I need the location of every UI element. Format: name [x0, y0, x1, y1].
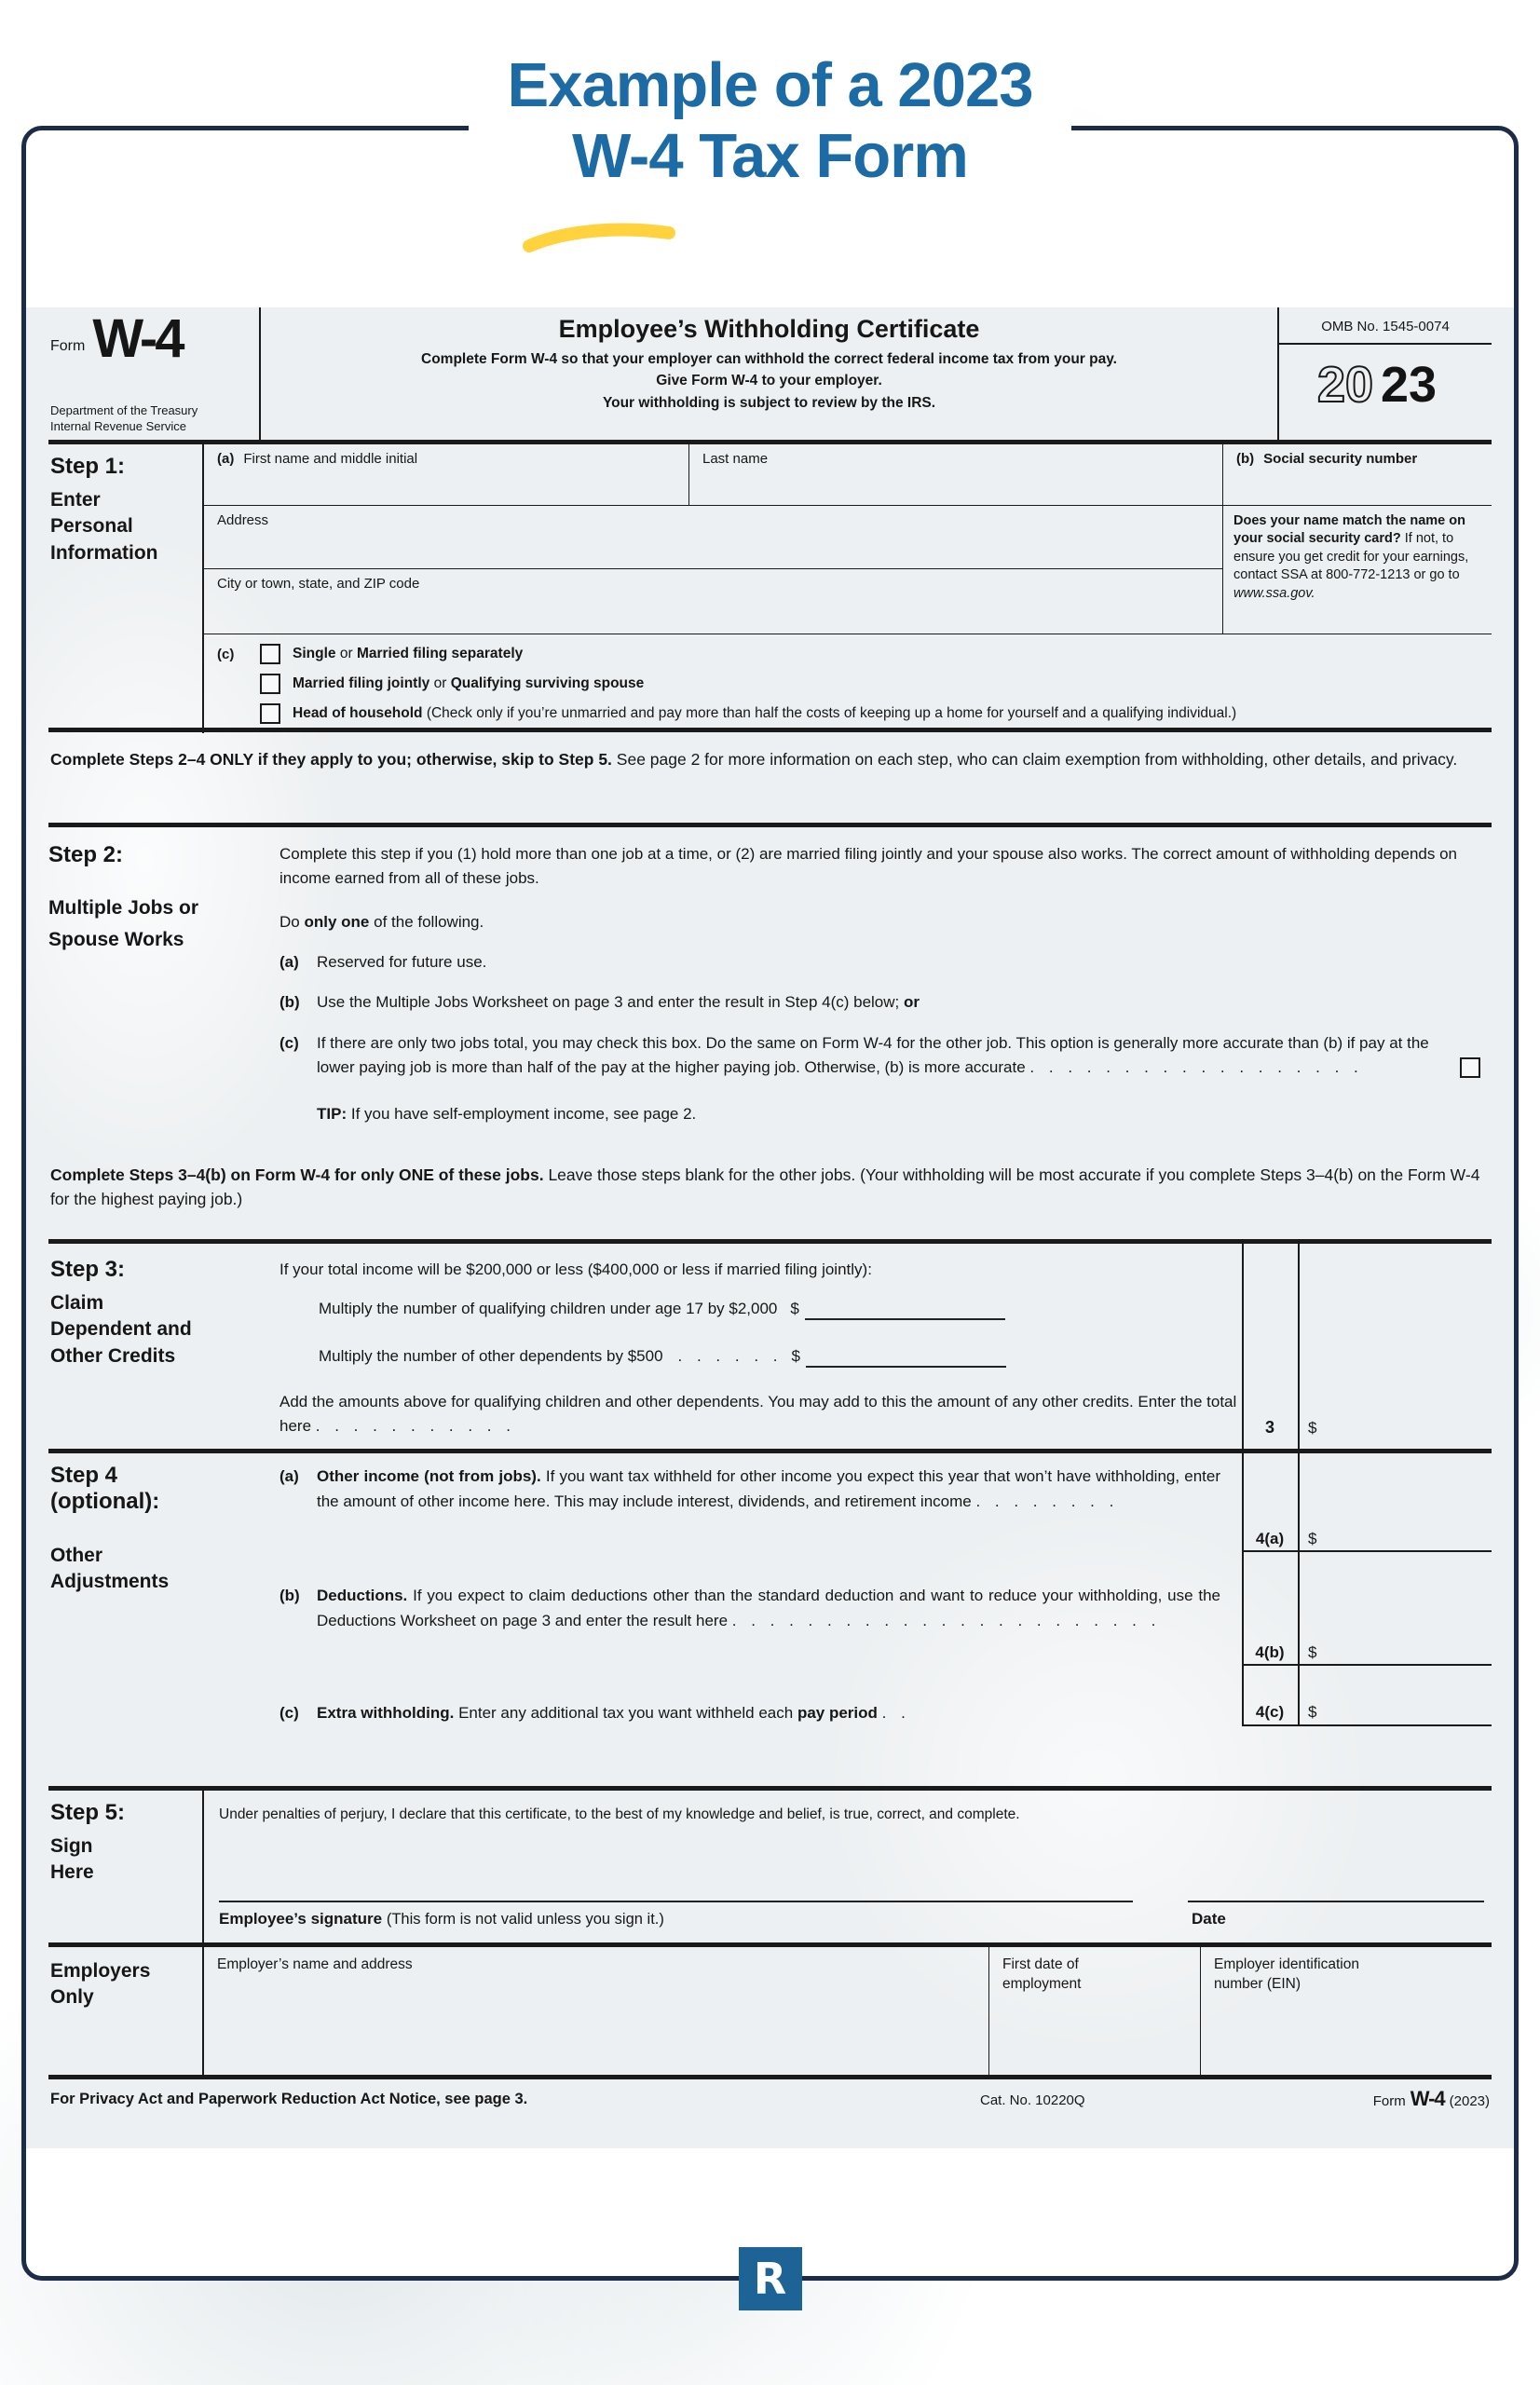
- step4-item-b: [279, 1584, 1220, 1634]
- step3-title: Step 3:: [50, 1257, 126, 1282]
- step2-intro: Complete this step if you (1) hold more than one job at a time, or (2) are married filing jointly and your spouse also works. The correct amount of withholding depends on income earned from all of these jobs.: [279, 845, 1458, 888]
- ssa-note-text: If not, to ensure you get credit for your earnings, contact SSA at 800-772-1213 or go to: [1233, 531, 1469, 583]
- form-title: Employee’s Withholding Certificate: [558, 315, 980, 343]
- step3-total-text: Add the amounts above for qualifying children and other dependents. You may add to this the amount of any other credits. Enter the total here: [279, 1393, 1237, 1436]
- step3-children-amount-blank[interactable]: [805, 1298, 1005, 1320]
- ssa-note-link: www.ssa.gov.: [1233, 585, 1315, 601]
- ssa-note-bold: Does your name match the name on your social security card?: [1233, 513, 1465, 547]
- step2-b-text: Use the Multiple Jobs Worksheet on page 3 and enter the result in Step 4(c) below;: [317, 993, 900, 1012]
- form-word: Form: [50, 338, 86, 354]
- form-header: [48, 307, 1492, 444]
- employers-only-label: Employers Only: [50, 1960, 151, 2009]
- date-label: Date: [1192, 1910, 1226, 1928]
- last-name-label: Last name: [702, 451, 769, 467]
- privacy-notice: For Privacy Act and Paperwork Reduction Act Notice, see page 3.: [50, 2091, 528, 2107]
- ssn-label: Social security number: [1263, 451, 1418, 467]
- step3-dependents-dots: . . . . . .: [677, 1347, 779, 1365]
- steps-2-4-note-bold: Complete Steps 2–4 ONLY if they apply to you; otherwise, skip to Step 5.: [50, 750, 612, 769]
- amount-column-line: [1298, 1453, 1300, 1724]
- step5-title: Step 5:: [50, 1800, 126, 1825]
- step4-c-dots: . .: [881, 1704, 906, 1722]
- employers-section: [48, 1947, 1492, 2079]
- step5-section: [48, 1791, 1492, 1947]
- dept-line2: Internal Revenue Service: [50, 418, 186, 433]
- field-b-tag: (b): [1236, 451, 1255, 467]
- step3-intro: If your total income will be $200,000 or less ($400,000 or less if married filing jointly):: [279, 1261, 872, 1278]
- step3-subtitle: Claim Dependent and Other Credits: [50, 1292, 192, 1367]
- field-c-tag: (c): [217, 647, 235, 662]
- amount-row-line: [1242, 1550, 1492, 1552]
- year-solid: 23: [1381, 358, 1438, 410]
- step2-item-a: [279, 950, 1488, 974]
- amount-column-line: [1242, 1453, 1244, 1724]
- opt2-bold1: Married filing jointly: [293, 675, 430, 691]
- date-input[interactable]: [1188, 1901, 1484, 1902]
- step4-title2: (optional):: [50, 1489, 160, 1514]
- year-outline: 20: [1317, 358, 1374, 410]
- married-jointly-checkbox[interactable]: [260, 674, 280, 694]
- last-name-input[interactable]: [688, 444, 1222, 505]
- step5-subtitle: Sign Here: [50, 1835, 94, 1884]
- step3-row-number: 3: [1264, 1418, 1274, 1437]
- filing-status-hoh-row: [260, 703, 1236, 724]
- first-name-label: First name and middle initial: [243, 451, 418, 467]
- head-of-household-checkbox[interactable]: [260, 703, 280, 724]
- ramsey-logo: [739, 2247, 802, 2310]
- form-footer: [48, 2079, 1492, 2130]
- steps-3-4b-note-bold: Complete Steps 3–4(b) on Form W-4 for only ONE of these jobs.: [50, 1165, 544, 1184]
- ein-label: Employer identification number (EIN): [1214, 1956, 1359, 1992]
- form-subtitle2: Give Form W-4 to your employer.: [656, 373, 882, 389]
- step2-c-text: If there are only two jobs total, you may check this box. Do the same on Form W-4 for the other job. This option is generally more accurate than (b) if pay at the lower paying job is more than half of the pay at the higher paying job. Otherwise, (b) is more accurate: [317, 1033, 1429, 1077]
- single-checkbox[interactable]: [260, 644, 280, 664]
- step3-section: [48, 1244, 1492, 1453]
- amount-row-line: [1242, 1724, 1492, 1726]
- filing-status-married-row: [260, 674, 1236, 694]
- step3-dependents-currency: $: [791, 1347, 800, 1365]
- opt2-bold2: Qualifying surviving spouse: [450, 675, 645, 691]
- step2-item-c: [279, 1031, 1488, 1081]
- signature-input[interactable]: [219, 1901, 1133, 1902]
- step4-item-a: [279, 1465, 1220, 1515]
- step4-b-text: If you expect to claim deductions other than the standard deduction and want to reduce your withholding, use the Deductions Worksheet on page 3 and enter the result here: [317, 1587, 1220, 1629]
- amount-row-line: [1242, 1664, 1492, 1666]
- tip-bold: TIP:: [317, 1105, 348, 1124]
- step4-title: Step 4: [50, 1463, 118, 1488]
- step2-c-tag: (c): [279, 1033, 299, 1052]
- step2-section: [48, 827, 1492, 1155]
- omb-number: OMB No. 1545-0074: [1279, 307, 1492, 345]
- employer-name-address-label: Employer’s name and address: [217, 1956, 413, 1972]
- footer-form-word: Form: [1372, 2093, 1406, 2109]
- step4-a-bold: Other income (not from jobs).: [317, 1467, 541, 1485]
- opt1-bold1: Single: [293, 646, 336, 661]
- step2-do-post: of the following.: [374, 912, 484, 931]
- w4-form: [26, 307, 1514, 2148]
- step3-amount-cell[interactable]: $: [1308, 1419, 1317, 1437]
- city-input[interactable]: [204, 569, 1222, 634]
- form-card: [21, 126, 1519, 2304]
- step1-subtitle: Enter Personal Information: [50, 489, 158, 564]
- amount-column-line: [1298, 1244, 1300, 1449]
- form-subtitle3: Your withholding is subject to review by the IRS.: [602, 394, 936, 411]
- step2-b-tag: (b): [279, 993, 300, 1012]
- step4-b-dots: . . . . . . . . . . . . . . . . . . . . . . .: [731, 1611, 1157, 1629]
- ssn-input[interactable]: [1222, 444, 1492, 505]
- field-a-tag: (a): [217, 451, 235, 467]
- opt2-or: or: [433, 675, 447, 691]
- first-date-employment-label: First date of employment: [1002, 1956, 1082, 1992]
- step1-title: Step 1:: [50, 454, 126, 479]
- yellow-swoosh-icon: [520, 222, 678, 253]
- step4-section: [48, 1453, 1492, 1791]
- step4-c-bold: Extra withholding.: [317, 1704, 455, 1722]
- step1-section: [48, 444, 1492, 732]
- step4-b-bold: Deductions.: [317, 1587, 408, 1604]
- step2-a-text: Reserved for future use.: [317, 953, 487, 972]
- step2-subtitle: Multiple Jobs or Spouse Works: [48, 897, 199, 950]
- step2-b-bold: or: [904, 993, 920, 1012]
- opt1-or: or: [339, 646, 353, 661]
- filing-status-single-row: [260, 644, 1236, 664]
- step4-a-number: 4(a): [1255, 1530, 1285, 1547]
- employer-name-address-input[interactable]: [204, 1947, 988, 2075]
- step2-item-b: [279, 990, 1488, 1015]
- step4-c-bold2: pay period: [797, 1704, 878, 1722]
- step4-b-amount-cell[interactable]: $: [1308, 1643, 1317, 1661]
- opt3-rest: (Check only if you’re unmarried and pay more than half the costs of keeping up a home for yourself and a qualifying individual.): [426, 705, 1237, 721]
- step4-c-number: 4(c): [1255, 1703, 1285, 1721]
- step3-children-text: Multiply the number of qualifying children under age 17 by $2,000: [319, 1300, 778, 1317]
- dept-line1: Department of the Treasury: [50, 402, 198, 417]
- step4-subtitle: Other Adjustments: [50, 1545, 170, 1593]
- step4-c-amount-cell[interactable]: $: [1308, 1703, 1317, 1721]
- filing-status-group: [204, 634, 1492, 733]
- footer-form-number: W-4: [1410, 2087, 1445, 2110]
- step4-item-c: [279, 1701, 1220, 1726]
- step3-dependents-text: Multiply the number of other dependents by $500: [319, 1347, 663, 1365]
- step2-a-tag: (a): [279, 953, 299, 972]
- address-input[interactable]: [204, 506, 1222, 569]
- signature-label-note: (This form is not valid unless you sign it.): [386, 1911, 664, 1928]
- step2-do-pre: Do: [279, 912, 300, 931]
- ramsey-logo-letter: R: [753, 2254, 787, 2304]
- ssa-note: [1222, 506, 1492, 634]
- steps-3-4b-note-text: Leave those steps blank for the other jobs. (Your withholding will be most accurate if you complete Steps 3–4(b) on the Form W-4 for the highest paying job.): [50, 1165, 1480, 1209]
- step4-b-number: 4(b): [1255, 1643, 1285, 1661]
- steps-2-4-note-text: See page 2 for more information on each step, who can claim exemption from withholding, other details, and privacy.: [616, 750, 1458, 769]
- form-subtitle1: Complete Form W-4 so that your employer can withhold the correct federal income tax from your pay.: [421, 351, 1117, 367]
- two-jobs-checkbox[interactable]: [1460, 1057, 1480, 1078]
- opt1-bold2: Married filing separately: [356, 646, 524, 661]
- step4-a-text: If you want tax withheld for other income you expect this year that won’t have withholding, enter the amount of other income here. This may include interest, dividends, and retirement income: [317, 1467, 1220, 1510]
- step2-title: Step 2:: [48, 842, 124, 867]
- steps-3-4b-note: [48, 1155, 1492, 1244]
- form-number: W-4: [92, 308, 183, 369]
- first-name-input[interactable]: [204, 444, 688, 505]
- steps-2-4-note: [48, 732, 1492, 827]
- step4-c-tag: (c): [279, 1704, 299, 1722]
- page-title-line2: W-4 Tax Form: [572, 121, 968, 191]
- first-date-employment-input[interactable]: [988, 1947, 1200, 2075]
- step2-do-line: [279, 910, 1488, 934]
- ein-input[interactable]: [1200, 1947, 1492, 2075]
- perjury-declaration: Under penalties of perjury, I declare that this certificate, to the best of my knowledge and belief, is true, correct, and complete.: [219, 1806, 1020, 1822]
- signature-label-bold: Employee’s signature: [219, 1910, 383, 1928]
- city-label: City or town, state, and ZIP code: [217, 576, 420, 592]
- page-title: [0, 50, 1540, 192]
- catalog-number: Cat. No. 10220Q: [980, 2092, 1085, 2108]
- step3-children-currency: $: [790, 1300, 799, 1317]
- step2-do-bold: only one: [304, 912, 370, 931]
- footer-form-year: (2023): [1449, 2093, 1490, 2109]
- tip-text: If you have self-employment income, see page 2.: [350, 1105, 697, 1124]
- step3-total-dots: . . . . . . . . . . .: [315, 1417, 511, 1436]
- step2-c-dots: . . . . . . . . . . . . . . . . . .: [1029, 1058, 1359, 1077]
- step2-tip: [279, 1102, 1488, 1126]
- page-title-line1: Example of a 2023: [507, 50, 1033, 120]
- step4-b-tag: (b): [279, 1587, 300, 1604]
- step4-a-tag: (a): [279, 1467, 299, 1485]
- step4-a-amount-cell[interactable]: $: [1308, 1530, 1317, 1547]
- step3-dependents-amount-blank[interactable]: [806, 1345, 1006, 1368]
- footer-form-id: [1373, 2087, 1490, 2111]
- step4-c-text: Enter any additional tax you want withheld each: [458, 1704, 794, 1722]
- step4-a-dots: . . . . . . . .: [975, 1492, 1115, 1510]
- address-label: Address: [217, 512, 269, 528]
- form-year: [1279, 345, 1492, 414]
- opt3-bold: Head of household: [293, 705, 423, 721]
